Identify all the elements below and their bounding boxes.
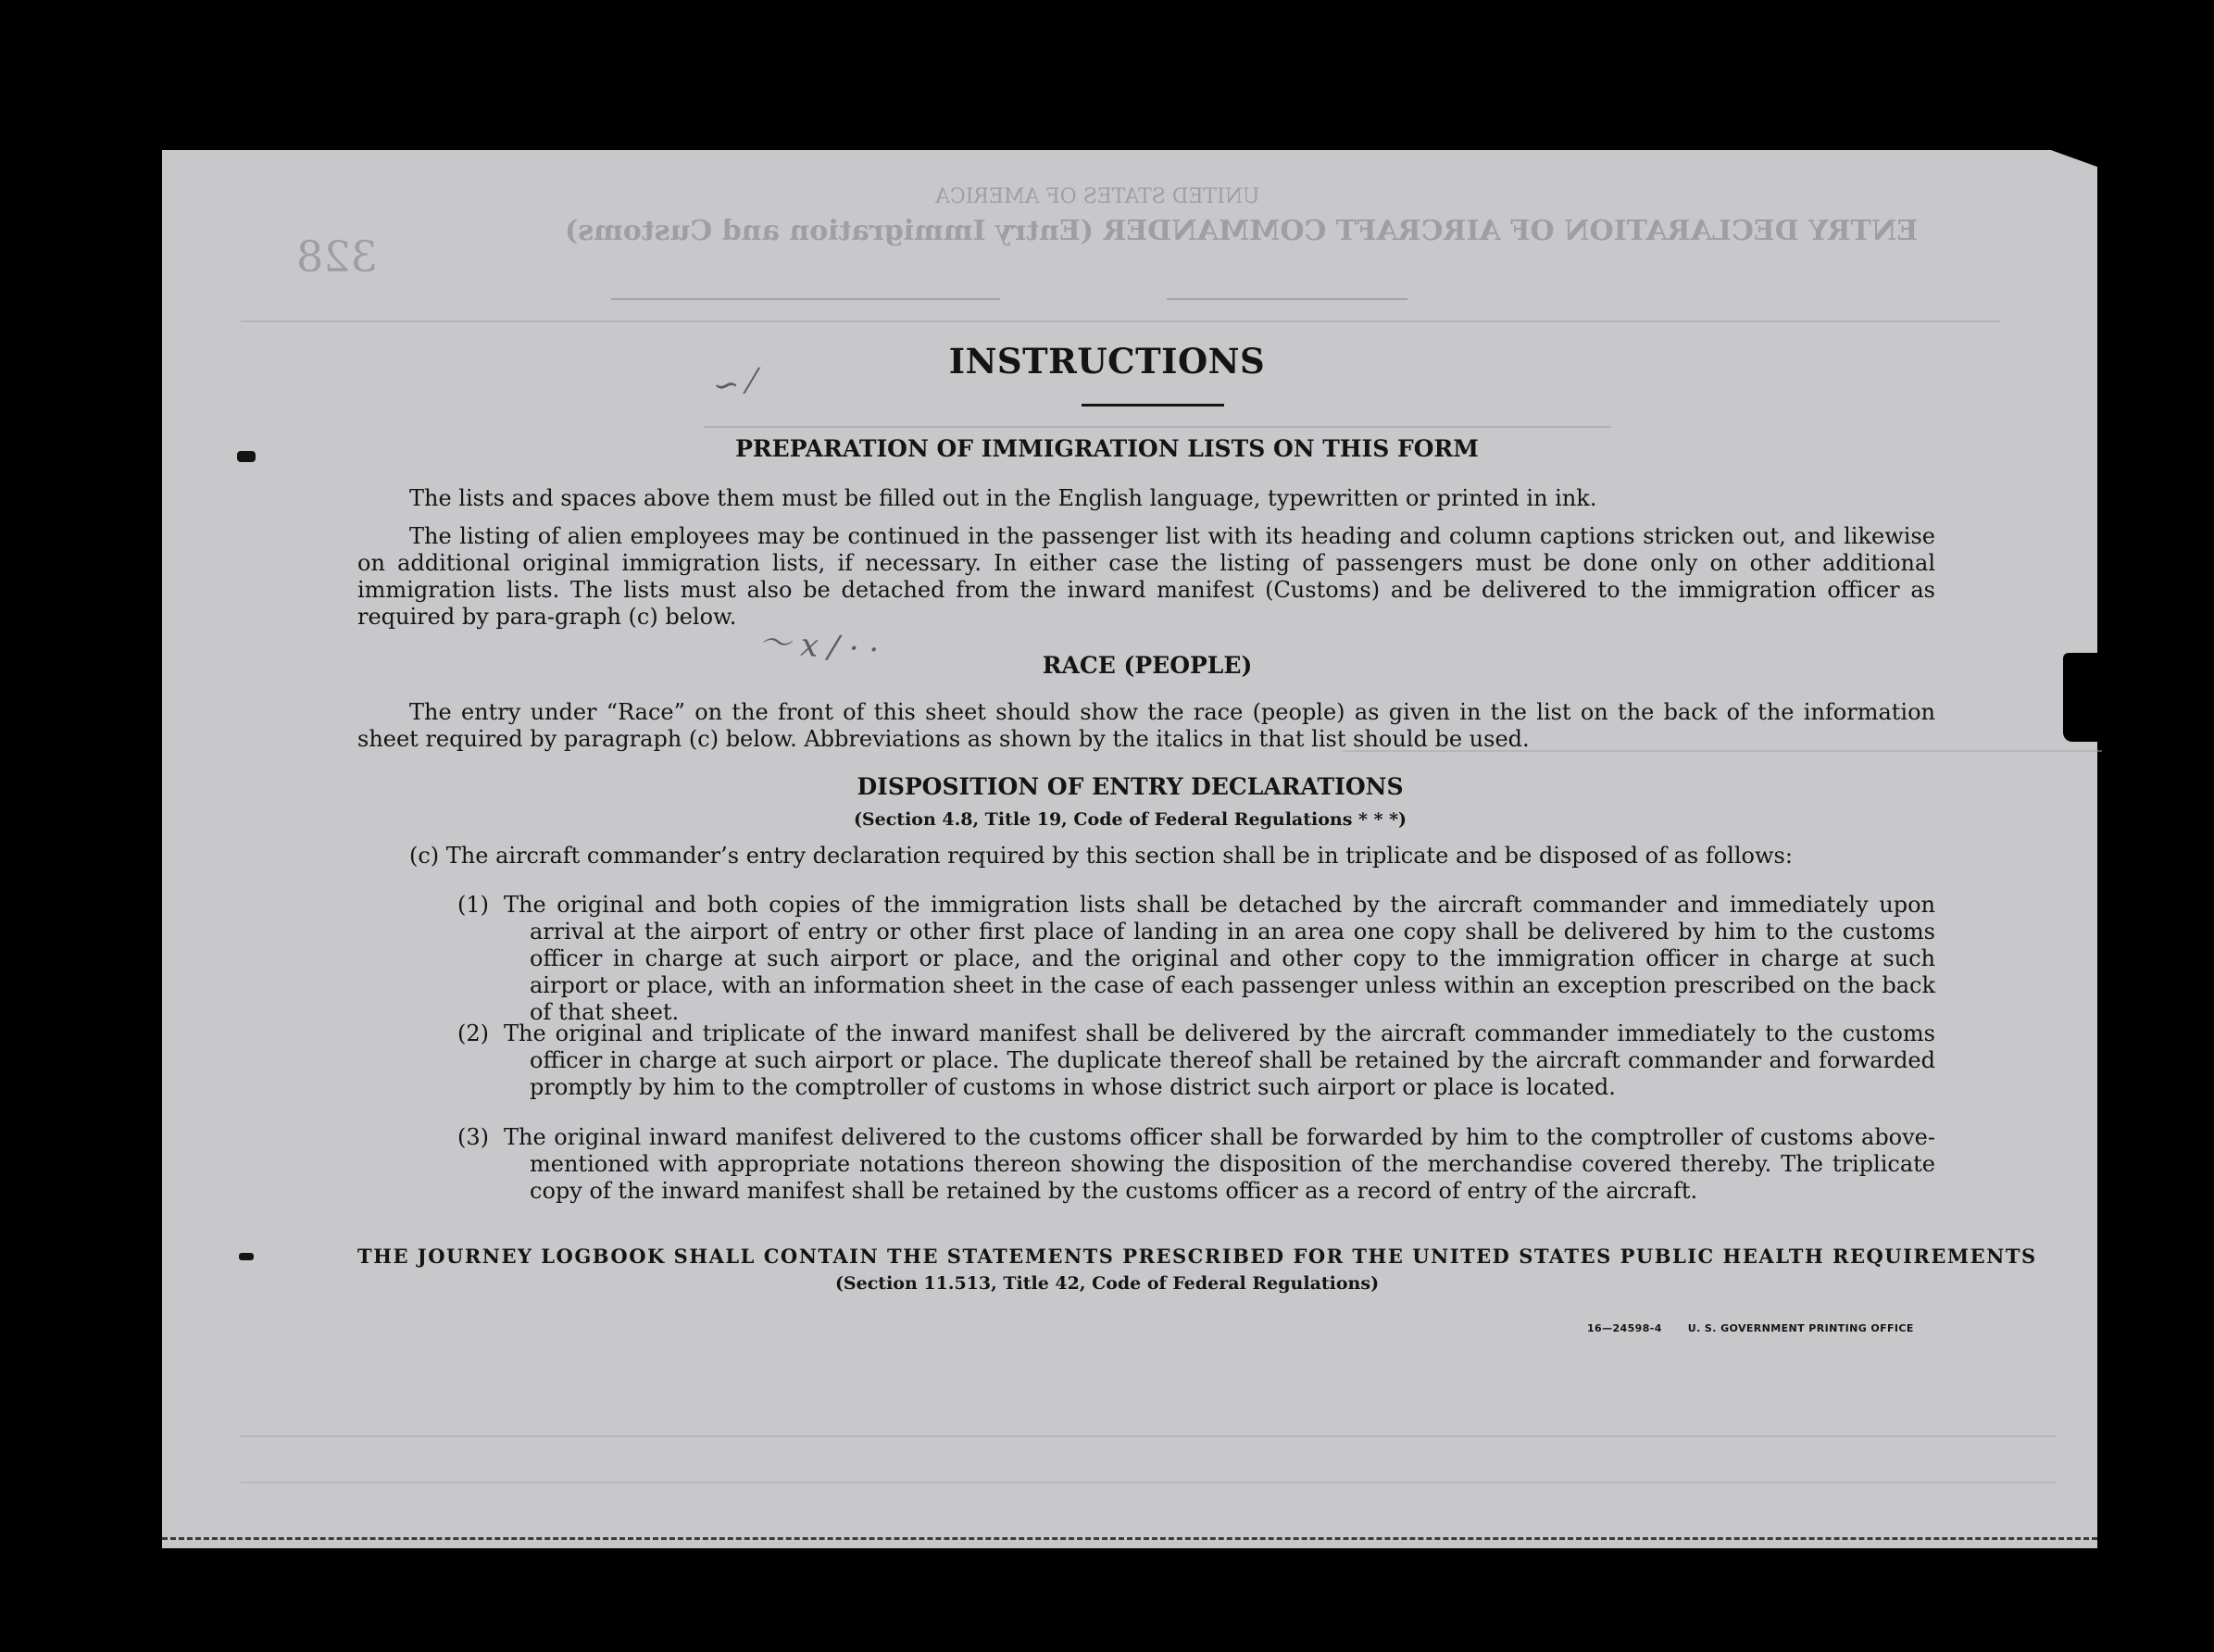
form-number: 16—24598-4 <box>1587 1322 1662 1334</box>
disposition-item <box>457 1124 1935 1205</box>
disposition-item <box>457 1020 1935 1101</box>
disposition-item-number: (2) <box>457 1020 489 1046</box>
disposition-heading: DISPOSITION OF ENTRY DECLARATIONS <box>857 773 1404 800</box>
immigration-paragraph-2: The listing of alien employees may be continued in the passenger list with its heading and column captions stricken out, and likewise on additional original immigration lists, if necessary. In either case the listing of passengers must be done only on other additional immigration lists. The lists must also be detached from the inward manifest (Customs) and be delivered to the immigration officer as required by para-graph (c) below. <box>357 523 1935 630</box>
disposition-item <box>457 892 1935 1026</box>
bleed-through-number: 328 <box>296 232 378 282</box>
disposition-item-text: The original and triplicate of the inward manifest shall be delivered by the aircraft commander immediately to the customs officer in charge at such airport or place. The duplicate thereof shall be retained by the aircraft commander and forwarded promptly by him to the comptroller of customs in whose district such airport or place is located. <box>504 1020 1935 1100</box>
title-underline <box>1082 404 1224 407</box>
disposition-item-number: (1) <box>457 892 489 918</box>
handwritten-mark: ∽ ⁄ <box>710 363 757 406</box>
printer-name: U. S. GOVERNMENT PRINTING OFFICE <box>1687 1322 1914 1334</box>
disposition-item-text: The original inward manifest delivered to the customs officer shall be forwarded by him to the comptroller of customs above-mentioned with appropriate notations thereon showing the disposition of the merchandise covered thereby. The triplicate copy of the inward manifest shall be retained by the customs officer as a record of entry of the aircraft. <box>504 1124 1935 1204</box>
disposition-reference: (Section 4.8, Title 19, Code of Federal Regulations * * *) <box>853 809 1407 830</box>
immigration-heading: PREPARATION OF IMMIGRATION LISTS ON THIS FORM <box>735 435 1479 462</box>
race-heading: RACE (PEOPLE) <box>1042 652 1253 679</box>
disposition-item-number: (3) <box>457 1124 489 1150</box>
immigration-paragraph-1: The lists and spaces above them must be filled out in the English language, typewritten or printed in ink. <box>409 485 1597 511</box>
handwritten-mark: 〜 x / · · <box>757 623 881 670</box>
margin-ink-mark <box>237 451 256 462</box>
race-paragraph: The entry under “Race” on the front of this sheet should show the race (people) as given in the list on the back of the information sheet required by paragraph (c) below. Abbreviations as shown by the italics in that list should be used. <box>357 699 1935 752</box>
disposition-intro: (c) The aircraft commander’s entry declaration required by this section shall be in triplicate and be disposed of as follows: <box>409 843 1793 869</box>
printer-imprint <box>1587 1322 1940 1334</box>
public-health-statement: THE JOURNEY LOGBOOK SHALL CONTAIN THE STATEMENTS PRESCRIBED FOR THE UNITED STATES PUBLIC HEALTH REQUIREMENTS <box>357 1245 2037 1268</box>
perforation-line <box>162 1537 2097 1540</box>
margin-ink-mark <box>239 1253 254 1260</box>
bleed-through-country: UNITED STATES OF AMERICA <box>935 185 1260 208</box>
edge-clip-shadow <box>2063 653 2100 742</box>
page-title: INSTRUCTIONS <box>948 341 1266 382</box>
disposition-item-text: The original and both copies of the immigration lists shall be detached by the aircraft commander and immediately upon arrival at the airport of entry or other first place of landing in an area one copy shall be delivered by him to the customs officer in charge at such airport or place, and the original and other copy to the immigration officer in charge at such airport or place, with an information sheet in the case of each passenger unless within an exception prescribed on the back of that sheet. <box>504 892 1935 1025</box>
bleed-through-form-title: ENTRY DECLARATION OF AIRCRAFT COMMANDER (Entry Immigration and Customs) <box>565 215 1919 247</box>
public-health-reference: (Section 11.513, Title 42, Code of Federal Regulations) <box>834 1273 1380 1294</box>
